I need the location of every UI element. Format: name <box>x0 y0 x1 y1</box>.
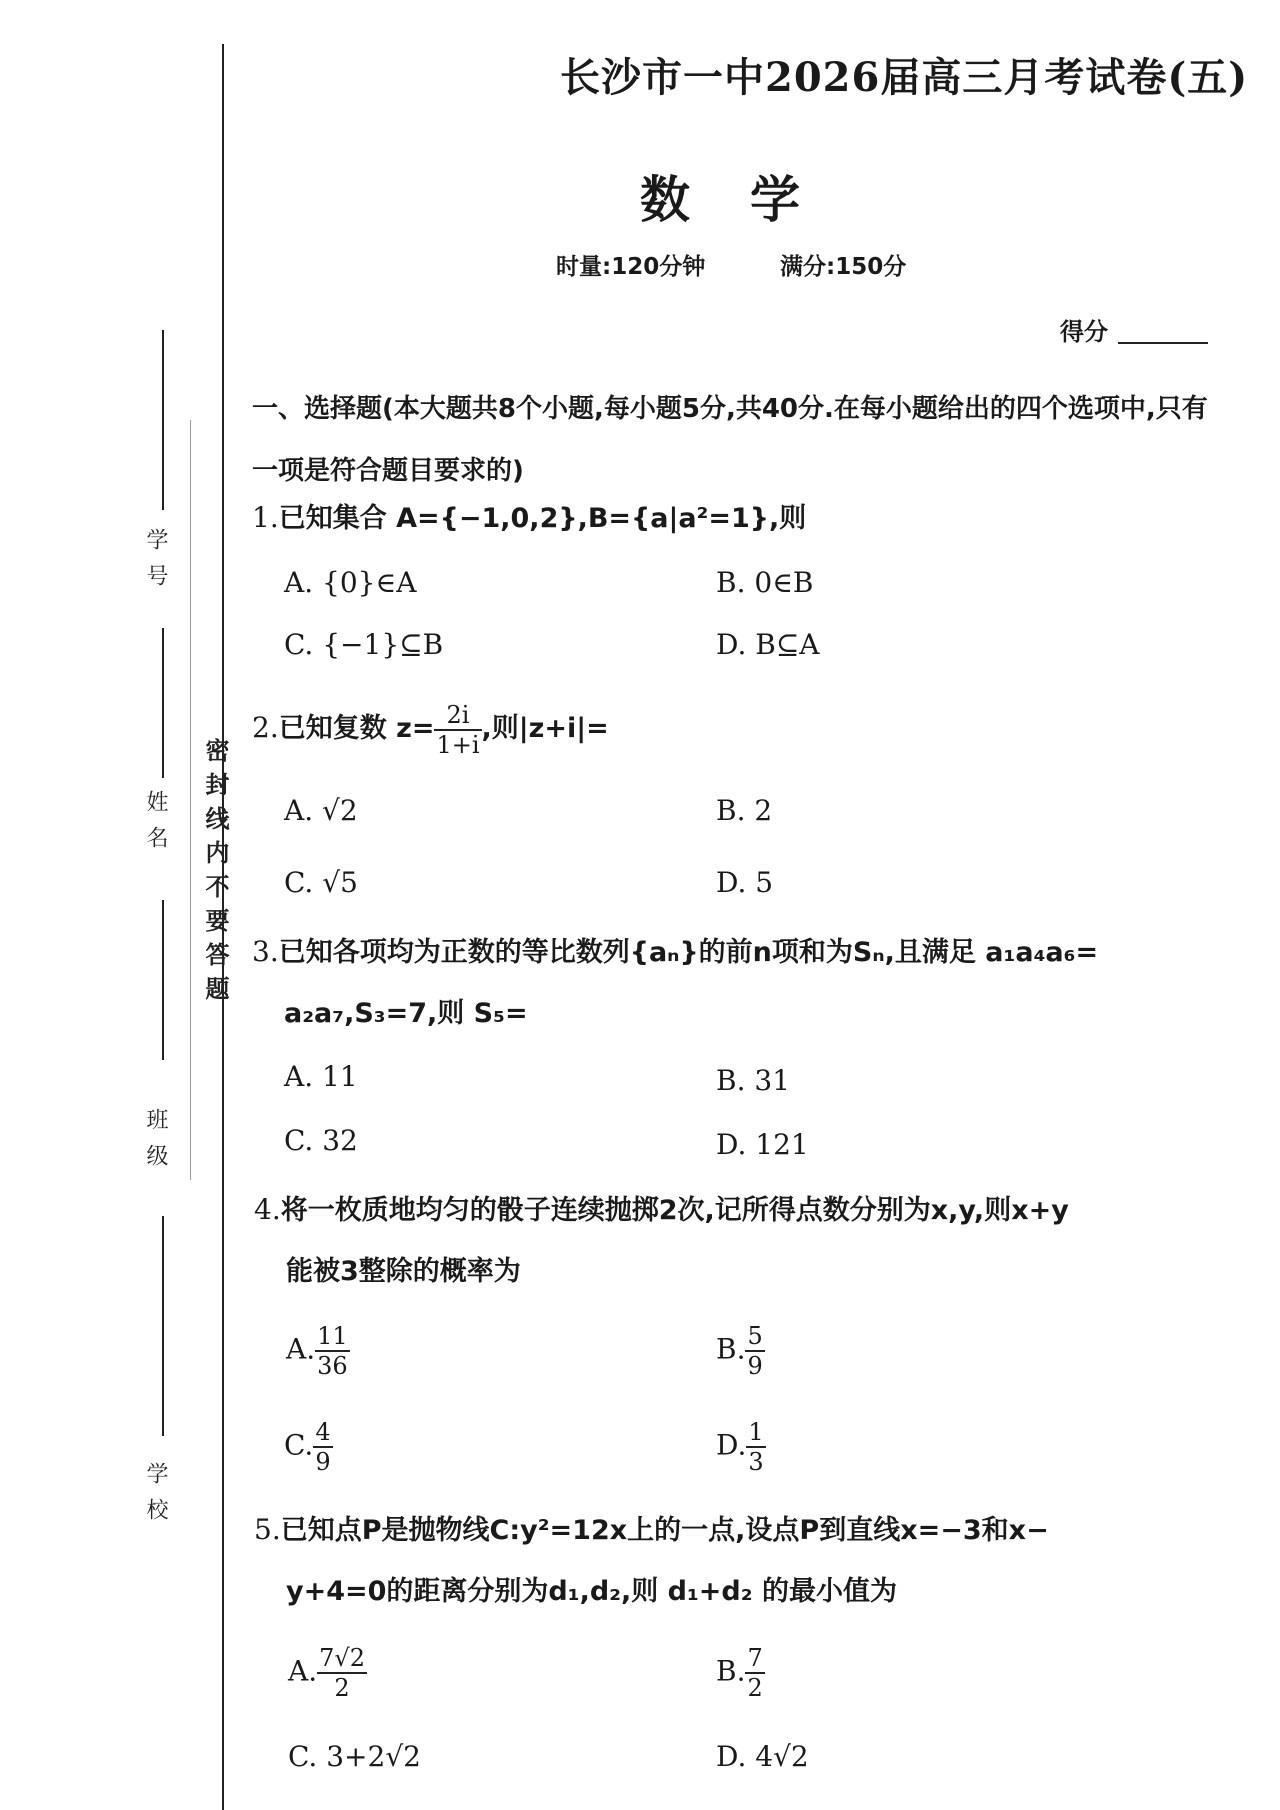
option-label: B. <box>716 1332 746 1366</box>
name-field-line <box>162 900 164 1060</box>
question-stem: 已知集合 A={−1,0,2},B={a|a²=1},则 <box>278 503 807 534</box>
name-label[interactable]: 姓名 <box>143 790 168 862</box>
q2-option-d[interactable]: D. 5 <box>716 866 774 899</box>
q5-option-c[interactable]: C. 3+2√2 <box>288 1740 421 1773</box>
class-field-line <box>162 1216 164 1436</box>
q2-option-a[interactable]: A. √2 <box>284 794 358 827</box>
question-stem-line1: 已知各项均为正数的等比数列{aₙ}的前n项和为Sₙ,且满足 a₁a₄a₆= <box>278 937 1099 968</box>
question-number: 2. <box>252 711 279 744</box>
q4-option-a[interactable] <box>286 1322 350 1380</box>
fraction <box>317 1644 367 1702</box>
question-stem-line2: a₂a₇,S₃=7,则 S₅= <box>284 998 528 1029</box>
question-number: 4. <box>254 1193 281 1226</box>
fraction-denominator: 1+i <box>436 730 480 759</box>
student-no-field-line <box>162 330 164 510</box>
school-label[interactable]: 学校 <box>143 1462 168 1534</box>
fraction <box>313 1418 332 1476</box>
fraction-denominator: 2 <box>334 1674 350 1702</box>
fraction-denominator: 9 <box>747 1352 763 1380</box>
section-heading: 一、选择题(本大题共8个小题,每小题5分,共40分.在每小题给出的四个选项中,只有一项是符合题目要求的) <box>252 394 1208 486</box>
question-number: 1. <box>252 501 279 534</box>
fraction-numerator: 7√2 <box>319 1644 365 1672</box>
q3-option-a[interactable]: A. 11 <box>284 1060 358 1093</box>
fraction <box>315 1322 350 1380</box>
question-stem-line2: 能被3整除的概率为 <box>286 1256 521 1287</box>
q4-option-b[interactable] <box>716 1322 765 1380</box>
question-3 <box>252 922 1222 1044</box>
subject-title: 数学 <box>640 171 860 229</box>
question-stem-line1: 将一枚质地均匀的骰子连续抛掷2次,记所得点数分别为x,y,则x+y <box>280 1195 1069 1226</box>
q5-option-b[interactable] <box>716 1644 765 1702</box>
score-field[interactable] <box>1118 342 1208 344</box>
question-number: 5. <box>254 1513 281 1546</box>
fraction <box>434 701 481 759</box>
option-label: D. <box>716 1428 747 1462</box>
fraction-denominator: 36 <box>317 1352 348 1380</box>
option-label: C. <box>284 1428 314 1462</box>
student-no-field-line-2 <box>162 628 164 778</box>
q2-option-c[interactable]: C. √5 <box>284 866 358 899</box>
question-stem-pre: 已知复数 z= <box>278 713 435 744</box>
q5-option-d[interactable]: D. 4√2 <box>716 1740 809 1773</box>
fraction-denominator: 9 <box>315 1448 331 1476</box>
class-label[interactable]: 班级 <box>143 1108 168 1180</box>
seal-notice: 密封线内不要答题 <box>201 738 229 1010</box>
q3-option-d[interactable]: D. 121 <box>716 1128 809 1161</box>
q3-option-b[interactable]: B. 31 <box>716 1064 791 1097</box>
question-4 <box>254 1180 1224 1302</box>
q1-option-b[interactable]: B. 0∈B <box>716 566 814 599</box>
question-2 <box>252 698 1222 759</box>
fraction-numerator: 4 <box>315 1418 331 1446</box>
question-1 <box>252 488 1222 549</box>
fraction-denominator: 2 <box>747 1674 763 1702</box>
q1-option-c[interactable]: C. {−1}⊆B <box>284 628 444 661</box>
student-no-label[interactable]: 学号 <box>143 528 168 600</box>
question-stem-line1: 已知点P是抛物线C:y²=12x上的一点,设点P到直线x=−3和x− <box>280 1515 1049 1546</box>
time-label: 时量:120分钟 <box>556 254 706 280</box>
fraction-numerator: 7 <box>747 1644 763 1672</box>
fraction-numerator: 5 <box>747 1322 763 1350</box>
score-label: 得分 <box>1060 318 1108 346</box>
full-score-label: 满分:150分 <box>780 254 907 280</box>
fraction-numerator: 2i <box>434 701 481 731</box>
q1-option-d[interactable]: D. B⊆A <box>716 628 820 661</box>
exam-title: 长沙市一中2026届高三月考试卷(五) <box>560 54 1249 101</box>
q4-option-c[interactable] <box>284 1418 333 1476</box>
fraction-numerator: 11 <box>317 1322 348 1350</box>
seal-line-inner <box>190 420 191 1180</box>
q4-option-d[interactable] <box>716 1418 766 1476</box>
q5-option-a[interactable] <box>288 1644 367 1702</box>
question-number: 3. <box>252 935 279 968</box>
option-label: A. <box>286 1332 316 1366</box>
fraction <box>746 1418 765 1476</box>
q3-option-c[interactable]: C. 32 <box>284 1124 358 1157</box>
q1-option-a[interactable]: A. {0}∈A <box>284 566 417 599</box>
fraction-numerator: 1 <box>748 1418 764 1446</box>
fraction <box>745 1322 764 1380</box>
question-stem-line2: y+4=0的距离分别为d₁,d₂,则 d₁+d₂ 的最小值为 <box>286 1576 897 1607</box>
fraction-denominator: 3 <box>748 1448 764 1476</box>
fraction <box>745 1644 764 1702</box>
q2-option-b[interactable]: B. 2 <box>716 794 773 827</box>
option-label: B. <box>716 1654 746 1688</box>
question-stem-post: ,则|z+i|= <box>481 713 609 744</box>
question-5 <box>254 1500 1224 1622</box>
option-label: A. <box>288 1654 318 1688</box>
